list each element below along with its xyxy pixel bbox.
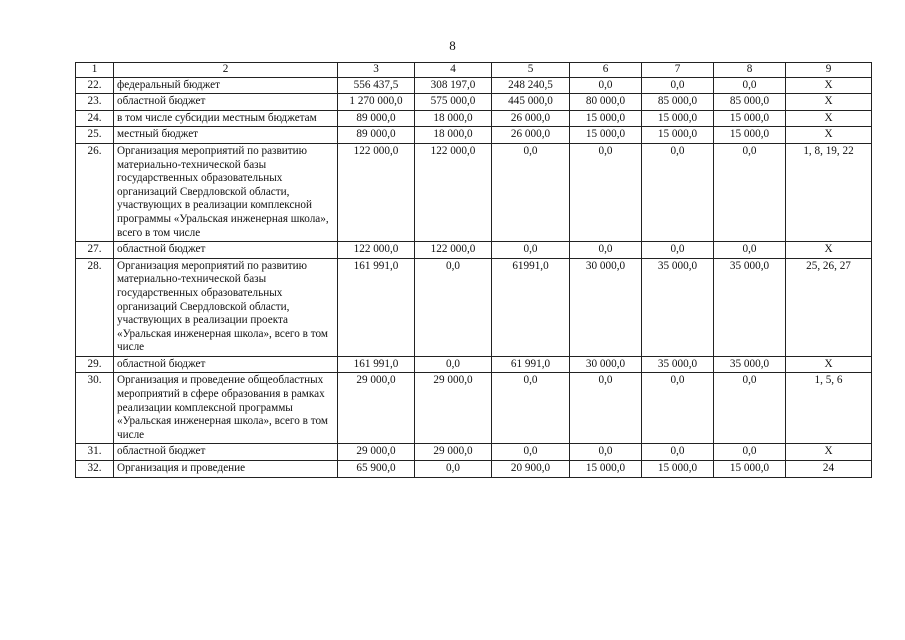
table-cell: 29 000,0 bbox=[415, 373, 492, 444]
table-cell: 85 000,0 bbox=[714, 94, 786, 111]
table-row bbox=[76, 356, 872, 373]
header-cell: 2 bbox=[114, 63, 338, 78]
table-cell: 29 000,0 bbox=[415, 444, 492, 461]
budget-table bbox=[75, 62, 872, 478]
table-cell: 26 000,0 bbox=[492, 110, 570, 127]
table-cell: 26 000,0 bbox=[492, 127, 570, 144]
table-cell: 29. bbox=[76, 356, 114, 373]
table-cell: 89 000,0 bbox=[338, 110, 415, 127]
table-cell: 122 000,0 bbox=[338, 242, 415, 259]
table-row bbox=[76, 242, 872, 259]
table-cell: 445 000,0 bbox=[492, 94, 570, 111]
header-cell: 3 bbox=[338, 63, 415, 78]
table-cell: 1 270 000,0 bbox=[338, 94, 415, 111]
table-row bbox=[76, 77, 872, 94]
table-cell: 29 000,0 bbox=[338, 444, 415, 461]
table-cell: 25. bbox=[76, 127, 114, 144]
table-cell: 0,0 bbox=[570, 242, 642, 259]
table-cell: 15 000,0 bbox=[642, 110, 714, 127]
table-body bbox=[76, 77, 872, 477]
table-cell: 32. bbox=[76, 461, 114, 478]
table-cell: X bbox=[786, 127, 872, 144]
table-cell: 26. bbox=[76, 143, 114, 241]
table-cell: 28. bbox=[76, 258, 114, 356]
table-cell: федеральный бюджет bbox=[114, 77, 338, 94]
header-cell: 1 bbox=[76, 63, 114, 78]
table-cell: X bbox=[786, 242, 872, 259]
table-cell: 0,0 bbox=[642, 242, 714, 259]
table-cell: X bbox=[786, 94, 872, 111]
table-cell: 35 000,0 bbox=[714, 258, 786, 356]
table-cell: 0,0 bbox=[714, 242, 786, 259]
header-cell: 9 bbox=[786, 63, 872, 78]
table-cell: 27. bbox=[76, 242, 114, 259]
table-cell: 35 000,0 bbox=[714, 356, 786, 373]
table-cell: 15 000,0 bbox=[714, 110, 786, 127]
table-cell: 80 000,0 bbox=[570, 94, 642, 111]
table-cell: 0,0 bbox=[642, 373, 714, 444]
table-cell: 24 bbox=[786, 461, 872, 478]
table-cell: 22. bbox=[76, 77, 114, 94]
table-cell: 24. bbox=[76, 110, 114, 127]
table-cell: Организация и проведение общеобластных мероприятий в сфере образования в рамках реализации комплексной программы «Уральская инженерная школа», всего в том числе bbox=[114, 373, 338, 444]
table-cell: 0,0 bbox=[492, 242, 570, 259]
table-cell: 0,0 bbox=[570, 373, 642, 444]
table-cell: 18 000,0 bbox=[415, 110, 492, 127]
table-cell: 0,0 bbox=[714, 143, 786, 241]
table-cell: 1, 5, 6 bbox=[786, 373, 872, 444]
table-cell: областной бюджет bbox=[114, 444, 338, 461]
table-row bbox=[76, 373, 872, 444]
table-cell: 15 000,0 bbox=[570, 127, 642, 144]
table-cell: X bbox=[786, 77, 872, 94]
table-cell: 18 000,0 bbox=[415, 127, 492, 144]
table-cell: 31. bbox=[76, 444, 114, 461]
table-cell: 1, 8, 19, 22 bbox=[786, 143, 872, 241]
table-cell: 65 900,0 bbox=[338, 461, 415, 478]
table-cell: 30 000,0 bbox=[570, 356, 642, 373]
table-cell: 61 991,0 bbox=[492, 356, 570, 373]
table-cell: Организация мероприятий по развитию материально-технической базы государственных образовательных организаций Свердловской области, участвующих в реализации комплексной программы «Уральская инженерная школа», всего в том числе bbox=[114, 143, 338, 241]
table-row bbox=[76, 461, 872, 478]
table-cell: 15 000,0 bbox=[714, 127, 786, 144]
table-cell: 15 000,0 bbox=[570, 110, 642, 127]
table-cell: 308 197,0 bbox=[415, 77, 492, 94]
table-cell: 15 000,0 bbox=[714, 461, 786, 478]
table-cell: местный бюджет bbox=[114, 127, 338, 144]
header-row bbox=[76, 63, 872, 78]
table-cell: 85 000,0 bbox=[642, 94, 714, 111]
table-cell: 0,0 bbox=[570, 143, 642, 241]
header-cell: 8 bbox=[714, 63, 786, 78]
table-row bbox=[76, 127, 872, 144]
table-row bbox=[76, 258, 872, 356]
table-cell: X bbox=[786, 444, 872, 461]
table-cell: 575 000,0 bbox=[415, 94, 492, 111]
table-cell: 161 991,0 bbox=[338, 356, 415, 373]
table-cell: Организация мероприятий по развитию материально-технической базы государственных образовательных организаций Свердловской области, участвующих в реализации проекта «Уральская инженерная школа», всего в том числе bbox=[114, 258, 338, 356]
table-cell: X bbox=[786, 356, 872, 373]
table-cell: 23. bbox=[76, 94, 114, 111]
table-cell: 89 000,0 bbox=[338, 127, 415, 144]
table-cell: 248 240,5 bbox=[492, 77, 570, 94]
table-cell: Организация и проведение bbox=[114, 461, 338, 478]
table-cell: 0,0 bbox=[570, 77, 642, 94]
table-cell: 15 000,0 bbox=[642, 127, 714, 144]
table-cell: 122 000,0 bbox=[415, 143, 492, 241]
table-cell: 61991,0 bbox=[492, 258, 570, 356]
table-cell: 29 000,0 bbox=[338, 373, 415, 444]
table-cell: 122 000,0 bbox=[415, 242, 492, 259]
table-cell: 35 000,0 bbox=[642, 356, 714, 373]
table-cell: областной бюджет bbox=[114, 356, 338, 373]
table-cell: 0,0 bbox=[714, 373, 786, 444]
table-cell: 0,0 bbox=[415, 258, 492, 356]
table-cell: 0,0 bbox=[714, 444, 786, 461]
table-row bbox=[76, 110, 872, 127]
header-cell: 6 bbox=[570, 63, 642, 78]
table-row bbox=[76, 444, 872, 461]
table-row bbox=[76, 94, 872, 111]
table-cell: 0,0 bbox=[714, 77, 786, 94]
header-cell: 4 bbox=[415, 63, 492, 78]
table-cell: 122 000,0 bbox=[338, 143, 415, 241]
table-cell: областной бюджет bbox=[114, 94, 338, 111]
table-cell: X bbox=[786, 110, 872, 127]
table-cell: 0,0 bbox=[415, 461, 492, 478]
table-cell: 0,0 bbox=[492, 444, 570, 461]
table-cell: 0,0 bbox=[642, 444, 714, 461]
table-cell: 35 000,0 bbox=[642, 258, 714, 356]
table-cell: 556 437,5 bbox=[338, 77, 415, 94]
table-cell: 161 991,0 bbox=[338, 258, 415, 356]
table-cell: 0,0 bbox=[492, 143, 570, 241]
table-cell: 0,0 bbox=[415, 356, 492, 373]
header-cell: 7 bbox=[642, 63, 714, 78]
table-cell: областной бюджет bbox=[114, 242, 338, 259]
table-cell: 0,0 bbox=[492, 373, 570, 444]
table-row bbox=[76, 143, 872, 241]
page-number: 8 bbox=[449, 38, 456, 53]
table-cell: 15 000,0 bbox=[642, 461, 714, 478]
table-cell: 0,0 bbox=[642, 143, 714, 241]
table-cell: 0,0 bbox=[642, 77, 714, 94]
table-cell: 20 900,0 bbox=[492, 461, 570, 478]
table-cell: 25, 26, 27 bbox=[786, 258, 872, 356]
table-cell: 30 000,0 bbox=[570, 258, 642, 356]
table-cell: в том числе субсидии местным бюджетам bbox=[114, 110, 338, 127]
table-cell: 0,0 bbox=[570, 444, 642, 461]
table-cell: 30. bbox=[76, 373, 114, 444]
table-cell: 15 000,0 bbox=[570, 461, 642, 478]
header-cell: 5 bbox=[492, 63, 570, 78]
